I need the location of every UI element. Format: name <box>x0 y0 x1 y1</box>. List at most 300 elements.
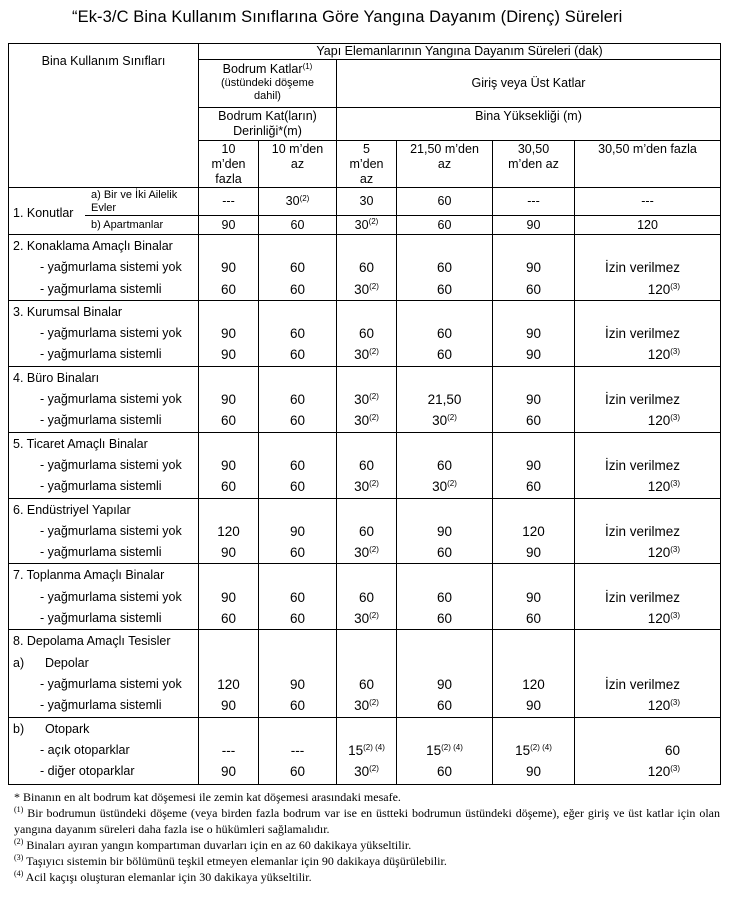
section-label: 1. Konutlar <box>13 206 74 220</box>
value <box>575 719 720 740</box>
value <box>397 521 492 542</box>
value <box>575 410 720 431</box>
value-text: 60 <box>525 611 542 627</box>
value <box>493 608 574 629</box>
value <box>259 608 336 629</box>
value-text: 120 <box>647 698 671 714</box>
value-text: İzin verilmez <box>605 457 681 473</box>
value-cell <box>337 235 397 301</box>
value <box>337 279 396 300</box>
value-cell <box>199 564 259 630</box>
value <box>199 323 258 344</box>
value <box>575 608 720 629</box>
value-cell <box>259 432 337 498</box>
col-header-2: 10 m’den az <box>259 141 337 188</box>
value <box>337 302 396 323</box>
value-text: 90 <box>525 545 542 561</box>
value-text: 60 <box>358 523 375 539</box>
value <box>397 410 492 431</box>
value <box>575 653 720 674</box>
value <box>397 674 492 695</box>
value <box>199 455 258 476</box>
value <box>259 368 336 389</box>
value-text: 60 <box>289 457 306 473</box>
value-footnote: (2) <box>299 194 310 203</box>
sub-label: - açık otoparklar <box>40 742 130 757</box>
value <box>199 188 258 216</box>
value-footnote: (3) <box>670 545 681 555</box>
value <box>575 216 720 234</box>
value-cell <box>337 630 397 717</box>
section-row <box>9 630 721 717</box>
value-cell <box>337 300 397 366</box>
value-text: 30 <box>432 413 448 429</box>
value <box>259 521 336 542</box>
value <box>397 653 492 674</box>
value <box>397 500 492 521</box>
value <box>575 587 720 608</box>
value <box>397 257 492 278</box>
sub-label: - yağmurlama sistemi yok <box>40 260 182 275</box>
value-footnote: (2) <box>369 347 379 357</box>
value <box>199 761 258 782</box>
value-cell <box>337 432 397 498</box>
value <box>493 434 574 455</box>
value <box>397 542 492 563</box>
section-label: 4. Büro Binaları <box>13 370 100 385</box>
value-text: 90 <box>436 523 453 539</box>
value-text: 90 <box>525 698 542 714</box>
value-footnote: (3) <box>670 281 681 291</box>
value-text: 90 <box>220 545 237 561</box>
value <box>259 216 336 234</box>
value <box>337 695 396 716</box>
value <box>199 500 258 521</box>
value <box>397 434 492 455</box>
value-cell <box>199 188 259 235</box>
value-cell <box>259 498 337 564</box>
value-cell <box>575 366 721 432</box>
value-cell <box>259 630 337 717</box>
value-text: 90 <box>220 457 237 473</box>
value-text: 60 <box>289 347 306 363</box>
basement-subtitle: (üstündeki döşeme dahil) <box>221 77 314 102</box>
value <box>397 565 492 586</box>
value-text: 120 <box>637 218 658 232</box>
value-cell <box>493 498 575 564</box>
value-cell <box>493 366 575 432</box>
sub-label: - yağmurlama sistemi yok <box>40 457 182 472</box>
value-text: 30 <box>354 764 370 780</box>
col-header-1: 10 m’den fazla <box>199 141 259 188</box>
value-text: 60 <box>436 326 453 342</box>
section-label-cell <box>9 432 199 498</box>
value-text: 30 <box>359 194 374 208</box>
value <box>575 434 720 455</box>
value-text: 60 <box>289 764 306 780</box>
value-footnote: (3) <box>670 764 681 774</box>
value <box>199 434 258 455</box>
section-label-cell <box>9 630 199 717</box>
value-text: 60 <box>436 281 453 297</box>
value-cell <box>493 300 575 366</box>
value <box>493 216 574 234</box>
value <box>337 674 396 695</box>
value-cell <box>493 630 575 717</box>
value <box>493 521 574 542</box>
value-text: 60 <box>220 281 237 297</box>
value-text: 90 <box>525 589 542 605</box>
value-text: --- <box>641 194 654 208</box>
value-text: 60 <box>220 413 237 429</box>
value-cell <box>397 498 493 564</box>
sub-label: a) Bir ve İki Ailelik Evler <box>91 189 178 214</box>
sub-label: - yağmurlama sistemi yok <box>40 523 182 538</box>
value <box>199 476 258 497</box>
value <box>259 653 336 674</box>
value-cell <box>199 300 259 366</box>
footnote-2-mark: (2) <box>14 837 24 846</box>
section-label-cell <box>9 564 199 630</box>
fire-resistance-table <box>8 43 721 785</box>
value <box>337 719 396 740</box>
value-text: 60 <box>289 589 306 605</box>
value <box>199 521 258 542</box>
sub-label: - yağmurlama sistemi yok <box>40 326 182 341</box>
value-text: 60 <box>437 194 452 208</box>
value <box>493 236 574 257</box>
value <box>199 565 258 586</box>
value-text: 90 <box>289 523 306 539</box>
value-text: 120 <box>217 523 240 539</box>
value <box>493 410 574 431</box>
value <box>259 257 336 278</box>
section-group: a) Depolar <box>13 655 89 670</box>
value <box>575 279 720 300</box>
value <box>259 476 336 497</box>
value-cell <box>259 717 337 785</box>
footnote-4-text: Acil kaçışı oluşturan elemanlar için 30 dakikaya yükseltilir. <box>23 870 312 884</box>
value-text: 120 <box>647 347 671 363</box>
value-cell <box>199 235 259 301</box>
value <box>397 323 492 344</box>
value-cell <box>575 498 721 564</box>
value <box>337 188 396 216</box>
value-text: 30 <box>354 392 370 408</box>
col-header-6: 30,50 m’den fazla <box>575 141 721 188</box>
value-cell <box>199 717 259 785</box>
value-cell <box>493 564 575 630</box>
value <box>493 631 574 652</box>
sub-label: - yağmurlama sistemi yok <box>40 392 182 407</box>
value <box>199 257 258 278</box>
value-text: 15 <box>348 742 364 758</box>
value <box>259 542 336 563</box>
value <box>397 216 492 234</box>
value-footnote: (2) <box>369 413 379 423</box>
value <box>259 740 336 761</box>
building-height-header: Bina Yüksekliği (m) <box>337 108 721 141</box>
value-text: 60 <box>290 218 305 232</box>
value-footnote: (3) <box>670 479 681 489</box>
value-cell <box>575 235 721 301</box>
value <box>575 476 720 497</box>
value-cell <box>337 498 397 564</box>
value <box>199 608 258 629</box>
value <box>199 368 258 389</box>
section-label: 6. Endüstriyel Yapılar <box>13 502 131 517</box>
section-row <box>9 235 721 301</box>
value-text: --- <box>221 742 236 758</box>
value <box>199 587 258 608</box>
value <box>199 302 258 323</box>
value-footnote: (2) <box>369 698 379 708</box>
value <box>575 542 720 563</box>
value-text: 60 <box>289 698 306 714</box>
sub-label: - yağmurlama sistemi yok <box>40 589 182 604</box>
value <box>337 500 396 521</box>
footnote-1-mark: (1) <box>14 805 24 814</box>
value <box>493 587 574 608</box>
value <box>259 236 336 257</box>
sub-label: - yağmurlama sistemli <box>40 281 162 296</box>
value <box>575 188 720 216</box>
value-text: 60 <box>436 764 453 780</box>
value <box>199 631 258 652</box>
value-text: 60 <box>289 281 306 297</box>
section-label: 2. Konaklama Amaçlı Binalar <box>13 239 173 253</box>
section-label-cell <box>9 717 199 785</box>
sub-label: - yağmurlama sistemli <box>40 413 162 428</box>
value-text: 60 <box>289 479 306 495</box>
value <box>199 719 258 740</box>
value <box>575 500 720 521</box>
value <box>397 236 492 257</box>
section-row <box>9 300 721 366</box>
page-title: “Ek-3/C Bina Kullanım Sınıflarına Göre Yangına Dayanım (Direnç) Süreleri <box>72 8 623 26</box>
sub-label: b) Apartmanlar <box>91 219 164 231</box>
value-footnote: (3) <box>670 611 681 621</box>
value-text: 120 <box>647 764 671 780</box>
value <box>337 521 396 542</box>
upper-floors-header: Giriş veya Üst Katlar <box>337 60 721 108</box>
section-label: 7. Toplanma Amaçlı Binalar <box>13 568 165 583</box>
value <box>397 740 492 761</box>
value <box>397 761 492 782</box>
section-row <box>9 564 721 630</box>
value <box>493 674 574 695</box>
value <box>575 740 720 761</box>
value <box>493 344 574 365</box>
sub-label: - yağmurlama sistemi yok <box>40 676 182 691</box>
value <box>493 323 574 344</box>
section-group: b) Otopark <box>13 721 90 736</box>
value-text: --- <box>527 194 540 208</box>
value <box>337 653 396 674</box>
value <box>575 565 720 586</box>
value-cell <box>199 630 259 717</box>
value <box>575 761 720 782</box>
value-text: 90 <box>525 457 542 473</box>
value-text: 90 <box>220 260 237 276</box>
value <box>397 695 492 716</box>
value <box>337 216 396 234</box>
usage-class-header: Bina Kullanım Sınıfları <box>9 44 199 188</box>
value-cell <box>259 564 337 630</box>
value-cell <box>397 366 493 432</box>
value <box>493 761 574 782</box>
value-text: 60 <box>436 347 453 363</box>
value-text: 60 <box>525 479 542 495</box>
value-text: 60 <box>358 676 375 692</box>
value <box>199 410 258 431</box>
value-cell <box>397 300 493 366</box>
value <box>337 631 396 652</box>
value-text: İzin verilmez <box>605 326 681 342</box>
value <box>575 455 720 476</box>
value <box>397 188 492 216</box>
section-row <box>9 432 721 498</box>
value-text: 30 <box>285 194 300 208</box>
value-text: 60 <box>289 392 306 408</box>
value-text: 60 <box>358 589 375 605</box>
value <box>337 257 396 278</box>
value <box>575 257 720 278</box>
value-text: 90 <box>525 260 542 276</box>
value-text: 120 <box>647 545 671 561</box>
value <box>397 368 492 389</box>
value <box>199 344 258 365</box>
value <box>397 455 492 476</box>
value-text: 30 <box>432 479 448 495</box>
value-footnote: (2) <box>369 392 379 402</box>
value-cell <box>397 432 493 498</box>
value-text: 120 <box>522 523 545 539</box>
value-cell <box>493 188 575 235</box>
value-footnote: (3) <box>670 413 681 423</box>
value-footnote: (3) <box>670 347 681 357</box>
footnote-star: * Binanın en alt bodrum kat döşemesi ile zemin kat döşemesi arasındaki mesafe. <box>14 790 401 804</box>
value-cell <box>493 235 575 301</box>
value <box>575 695 720 716</box>
value-text: İzin verilmez <box>605 589 681 605</box>
value-text: 60 <box>436 589 453 605</box>
value-text: 30 <box>354 281 370 297</box>
value <box>199 389 258 410</box>
value-text: 60 <box>220 611 237 627</box>
value <box>397 608 492 629</box>
value-text: 60 <box>289 413 306 429</box>
section-label-cell <box>9 188 199 235</box>
value-text: 120 <box>217 676 240 692</box>
value <box>259 674 336 695</box>
value <box>493 653 574 674</box>
value <box>259 344 336 365</box>
value <box>493 500 574 521</box>
value-text: 60 <box>220 479 237 495</box>
value-cell <box>397 188 493 235</box>
value-text: 120 <box>647 479 671 495</box>
value-cell <box>337 717 397 785</box>
col-header-5: 30,50 m’den az <box>493 141 575 188</box>
value-text: 60 <box>437 218 452 232</box>
basement-title: Bodrum Katlar <box>222 62 303 76</box>
value-text: 90 <box>221 218 236 232</box>
value <box>259 434 336 455</box>
value-text: 15 <box>515 742 531 758</box>
value-cell <box>337 564 397 630</box>
basement-depth-header: Bodrum Kat(ların) Derinliği*(m) <box>199 108 337 141</box>
basement-header <box>199 60 337 108</box>
value <box>397 344 492 365</box>
value <box>259 323 336 344</box>
value <box>259 279 336 300</box>
value-text: 90 <box>220 764 237 780</box>
value-text: 90 <box>525 764 542 780</box>
value-cell <box>259 188 337 235</box>
col-header-3: 5 m’den az <box>337 141 397 188</box>
value-cell <box>575 300 721 366</box>
section-row <box>9 366 721 432</box>
value-cell <box>337 366 397 432</box>
value-cell <box>259 366 337 432</box>
value-text: 60 <box>358 260 375 276</box>
value <box>493 719 574 740</box>
value <box>397 476 492 497</box>
value <box>397 719 492 740</box>
value <box>337 410 396 431</box>
value-cell <box>259 235 337 301</box>
value <box>337 236 396 257</box>
section-row <box>9 188 721 235</box>
value-text: İzin verilmez <box>605 392 681 408</box>
value <box>259 389 336 410</box>
value <box>259 565 336 586</box>
value <box>575 368 720 389</box>
value <box>575 236 720 257</box>
sub-divider <box>85 215 198 216</box>
value-text: --- <box>290 742 305 758</box>
value <box>259 695 336 716</box>
value-text: 90 <box>436 676 453 692</box>
value <box>259 631 336 652</box>
sub-label: - yağmurlama sistemli <box>40 545 162 560</box>
value <box>199 236 258 257</box>
value-text: 30 <box>354 545 370 561</box>
basement-footnote-mark: (1) <box>302 62 313 71</box>
section-label-cell <box>9 498 199 564</box>
value-footnote: (2) <box>447 413 457 423</box>
value-text: 60 <box>289 545 306 561</box>
value-text: 21,50 <box>427 392 462 408</box>
value <box>493 476 574 497</box>
value <box>337 565 396 586</box>
value-footnote: (2) <box>369 764 379 774</box>
value <box>337 587 396 608</box>
value <box>199 653 258 674</box>
duration-group-header: Yapı Elemanlarının Yangına Dayanım Süreleri (dak) <box>199 44 721 60</box>
value <box>493 389 574 410</box>
sub-label: - yağmurlama sistemli <box>40 611 162 626</box>
value <box>575 674 720 695</box>
value-footnote: (2) (4) <box>441 742 463 752</box>
value <box>259 587 336 608</box>
value <box>199 279 258 300</box>
section-label: 8. Depolama Amaçlı Tesisler <box>13 634 171 649</box>
value-text: İzin verilmez <box>605 260 681 276</box>
value-footnote: (2) <box>369 479 379 489</box>
value-footnote: (2) <box>369 611 379 621</box>
